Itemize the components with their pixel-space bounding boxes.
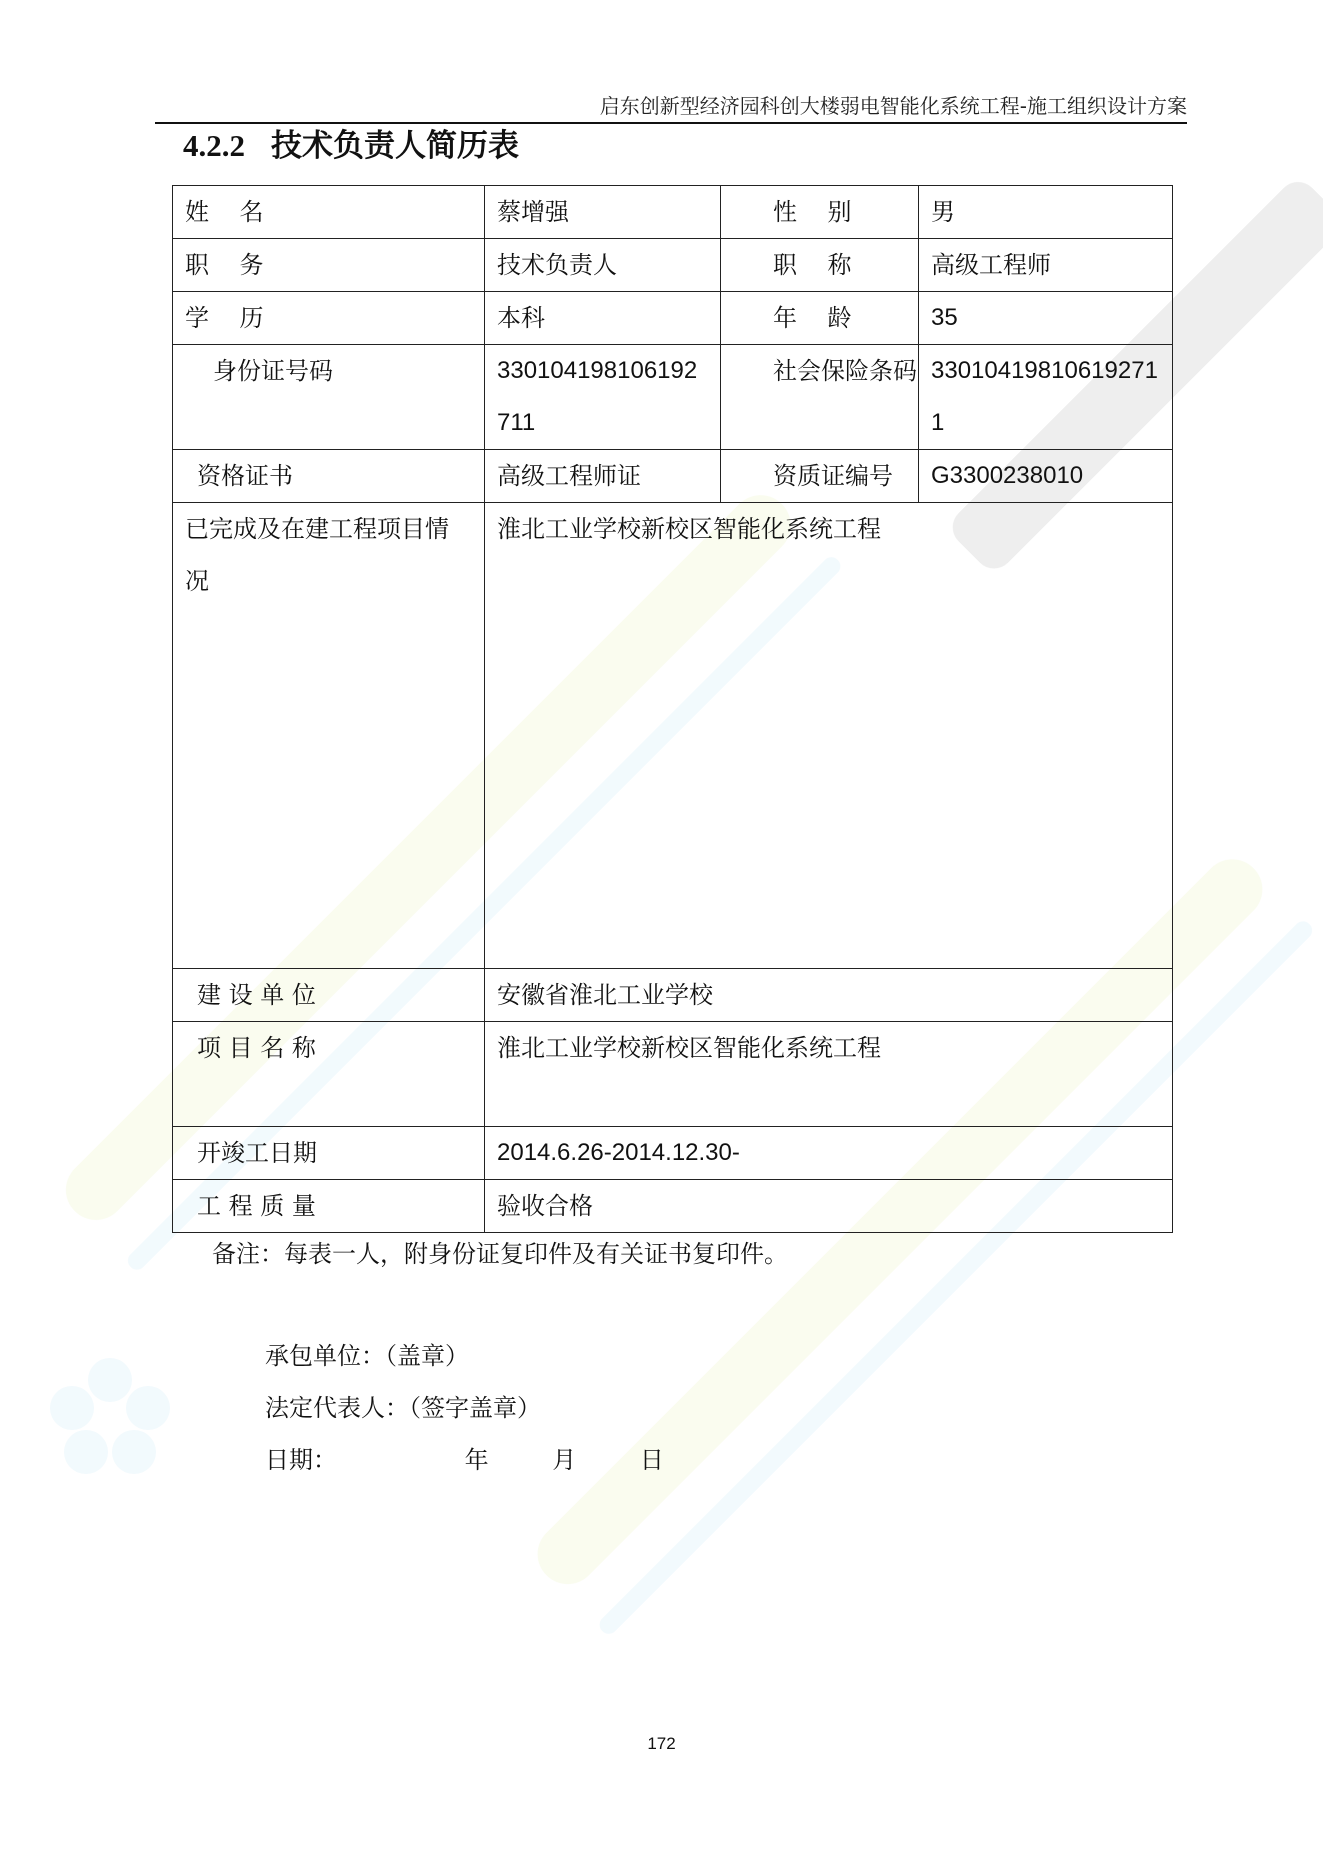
table-row: [173, 450, 1173, 503]
date-line: [265, 1440, 664, 1480]
projects-label: 已完成及在建工程项目情况: [173, 503, 485, 969]
cert-value: 高级工程师证: [485, 450, 721, 503]
project-name-label: 项 目 名 称: [173, 1022, 485, 1127]
id-label: 身份证号码: [173, 345, 485, 450]
builder-value: 安徽省淮北工业学校: [485, 969, 1173, 1022]
cert-no-value: G3300238010: [919, 450, 1173, 503]
section-title-text: 技术负责人简历表: [271, 128, 519, 164]
section-number: 4.2.2: [183, 128, 245, 163]
cert-label: 资格证书: [173, 450, 485, 503]
table-row: [173, 503, 1173, 969]
age-value: 35: [919, 292, 1173, 345]
rank-label: 职 称: [721, 239, 919, 292]
quality-label: 工 程 质 量: [173, 1180, 485, 1233]
name-value: 蔡增强: [485, 186, 721, 239]
table-row: [173, 186, 1173, 239]
table-row: [173, 969, 1173, 1022]
gender-label: 性 别: [721, 186, 919, 239]
name-label: 姓 名: [173, 186, 485, 239]
table-row: [173, 292, 1173, 345]
date-month: 月: [552, 1446, 577, 1474]
builder-label: 建 设 单 位: [173, 969, 485, 1022]
projects-value: 淮北工业学校新校区智能化系统工程: [485, 503, 1173, 969]
education-value: 本科: [485, 292, 721, 345]
insurance-value: 330104198106192711: [919, 345, 1173, 450]
flower-logo: [50, 1358, 170, 1474]
education-label: 学 历: [173, 292, 485, 345]
table-row: [173, 1180, 1173, 1233]
contractor-line: 承包单位：（盖章）: [265, 1342, 469, 1370]
cert-no-label: 资质证编号: [721, 450, 919, 503]
running-header: 启东创新型经济园科创大楼弱电智能化系统工程-施工组织设计方案: [155, 92, 1187, 124]
resume-table: [172, 185, 1173, 1233]
table-row: [173, 1127, 1173, 1180]
dates-label: 开竣工日期: [173, 1127, 485, 1180]
table-row: [173, 1022, 1173, 1127]
table-note: 备注：每表一人，附身份证复印件及有关证书复印件。: [212, 1240, 788, 1268]
quality-value: 验收合格: [485, 1180, 1173, 1233]
dates-value: 2014.6.26-2014.12.30-: [485, 1127, 1173, 1180]
date-day: 日: [639, 1446, 664, 1474]
id-value: 330104198106192711: [485, 345, 721, 450]
age-label: 年 龄: [721, 292, 919, 345]
page-number: 172: [647, 1734, 676, 1753]
section-title: [183, 124, 519, 168]
position-label: 职 务: [173, 239, 485, 292]
gender-value: 男: [919, 186, 1173, 239]
insurance-label: 社会保险条码: [721, 345, 919, 450]
date-year: 年: [464, 1446, 489, 1474]
project-name-value: 淮北工业学校新校区智能化系统工程: [485, 1022, 1173, 1127]
rank-value: 高级工程师: [919, 239, 1173, 292]
table-row: [173, 239, 1173, 292]
table-row: [173, 345, 1173, 450]
position-value: 技术负责人: [485, 239, 721, 292]
legal-rep-line: 法定代表人：（签字盖章）: [265, 1394, 541, 1422]
date-label: 日期：: [265, 1446, 337, 1474]
